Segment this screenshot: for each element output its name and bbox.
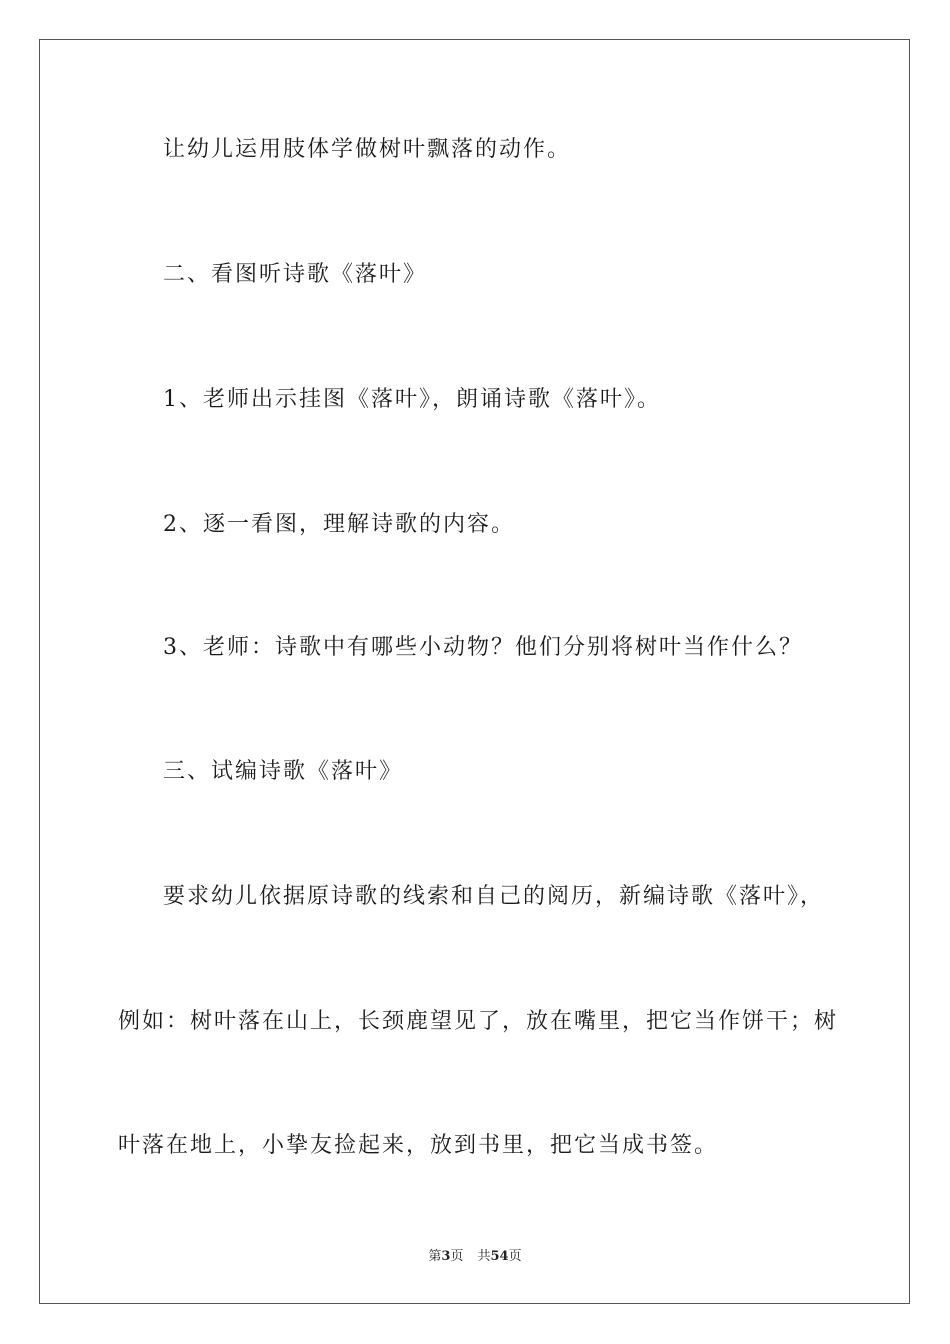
page-footer [0,1245,950,1264]
list-item-3: 3、老师：诗歌中有哪些小动物？他们分别将树叶当作什么？ [163,635,803,660]
page-border [39,39,910,1304]
paragraph-line-1: 让幼儿运用肢体学做树叶飘落的动作。 [163,137,572,162]
page-prefix: 第 [428,1249,442,1264]
list-item-1: 1、老师出示挂图《落叶》，朗诵诗歌《落叶》。 [163,387,661,412]
list-item-2: 2、逐一看图，理解诗歌的内容。 [163,512,515,537]
paragraph-line-4: 叶落在地上，小挚友捡起来，放到书里，把它当成书签。 [118,1133,719,1158]
section-heading-2: 二、看图听诗歌《落叶》 [163,262,428,287]
paragraph-line-2: 要求幼儿依据原诗歌的线索和自己的阅历，新编诗歌《落叶》， [163,884,825,909]
total-pages: 54 [490,1249,509,1264]
paragraph-line-3: 例如：树叶落在山上，长颈鹿望见了，放在嘴里，把它当作饼干；树 [118,1009,839,1034]
page-suffix: 页 [450,1249,464,1264]
total-suffix: 页 [508,1249,522,1264]
total-prefix: 共 [477,1249,491,1264]
section-heading-3: 三、试编诗歌《落叶》 [163,759,404,784]
page-number: 3 [441,1249,451,1264]
